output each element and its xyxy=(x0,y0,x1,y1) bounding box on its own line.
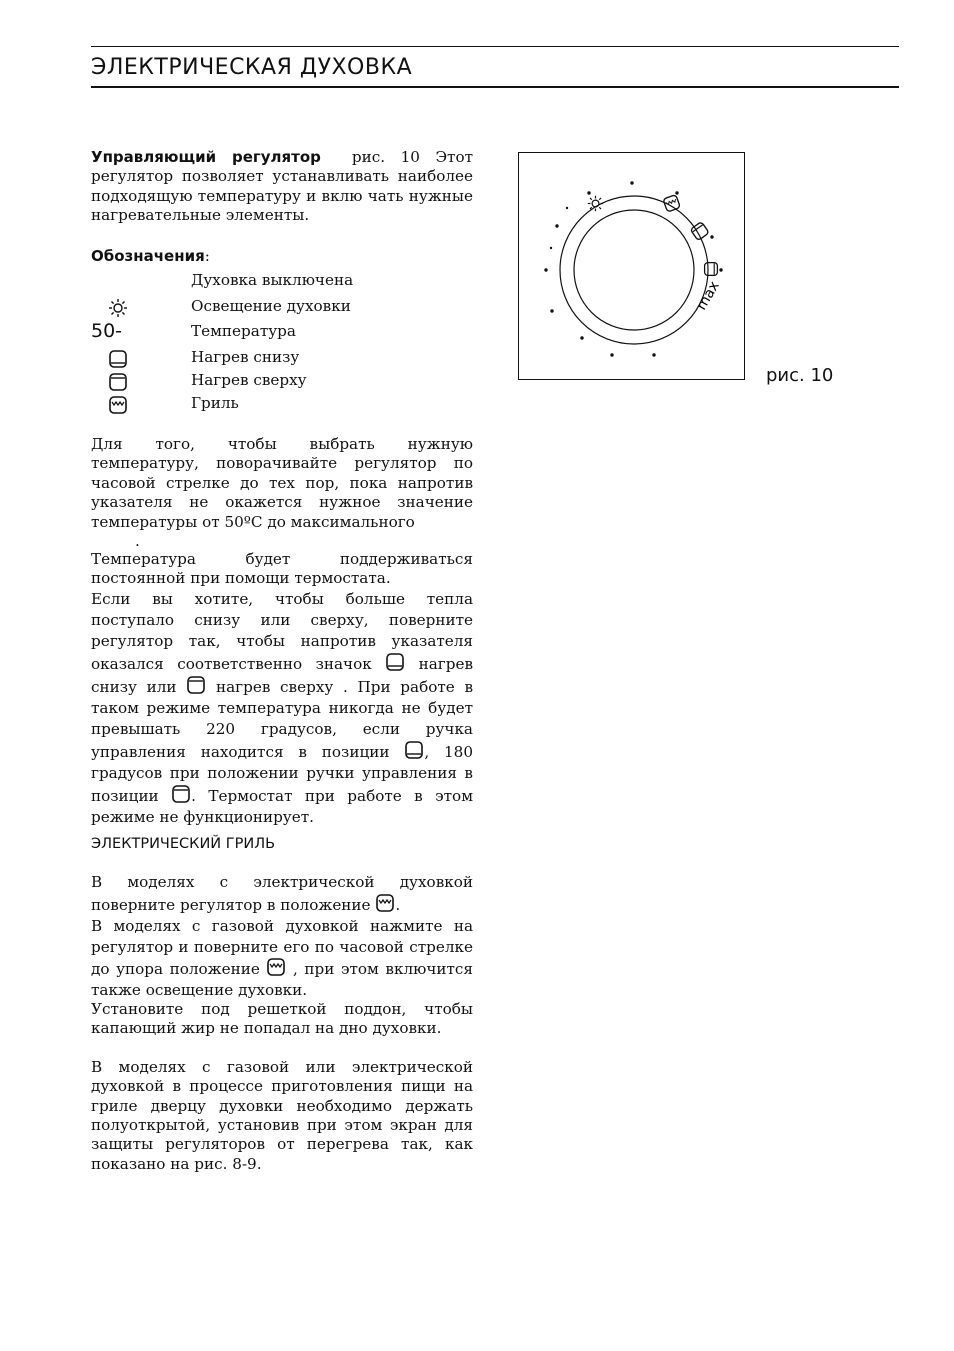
legend-heading: Обозначения xyxy=(91,247,205,265)
dial-outer-ring xyxy=(560,196,708,344)
bottom-heat-icon xyxy=(404,740,424,760)
legend-label-off: Духовка выключена xyxy=(191,271,354,289)
bottom-heat-icon xyxy=(91,348,151,370)
grill-p2a: В моделях с газовой духовкой нажмите на регулятор и поверните его по часовой стрелке до упора положение xyxy=(91,917,473,978)
grill-paragraph-4: В моделях с газовой или электрической духовкой в процессе приготовления пищи на гриле дверцу духовки необходимо держать полуоткрытой, установив при этом экран для защиты регуляторов от перегрева так, как показано на рис. 8-9. xyxy=(91,1057,473,1173)
grill-p2b: , при этом включится также освещение духовки. xyxy=(91,960,473,999)
legend-label-bottom-heat: Нагрев снизу xyxy=(191,348,300,366)
grill-section xyxy=(91,872,473,1174)
legend-label-temperature: Температура xyxy=(191,322,296,340)
grill-paragraph-3: Установите под решеткой поддон, чтобы капающий жир не попадал на дно духовки. xyxy=(91,1000,473,1038)
body-p1-dot: . xyxy=(135,532,140,551)
grill-paragraph-2 xyxy=(91,916,473,1000)
temperature-symbol: 50- xyxy=(91,320,123,342)
legend-label-grill: Гриль xyxy=(191,394,239,412)
top-heat-icon xyxy=(171,784,191,804)
body-paragraph-3 xyxy=(91,589,473,828)
legend-item-top-heat xyxy=(91,371,491,393)
figure-caption: рис. 10 xyxy=(766,365,834,386)
grill-icon xyxy=(266,957,286,977)
top-heat-icon xyxy=(186,675,206,695)
top-rule xyxy=(91,46,899,47)
body-section xyxy=(91,435,473,828)
grill-icon xyxy=(91,394,151,416)
control-section xyxy=(91,148,473,226)
dial-figure xyxy=(518,152,745,380)
grill-heading: ЭЛЕКТРИЧЕСКИЙ ГРИЛЬ xyxy=(91,836,276,852)
control-figref: рис. 10 xyxy=(351,148,420,166)
dial-inner-knob xyxy=(574,210,694,330)
body-p3d: , 180 градусов при положении ручки управления в позиции xyxy=(91,742,474,805)
legend-heading-colon: : xyxy=(204,247,210,265)
body-p3b: нагрев снизу или xyxy=(91,654,474,696)
dial-max-label: max xyxy=(693,278,723,313)
dial-light-icon xyxy=(588,196,603,211)
dial-bottom-heat-icon xyxy=(705,263,718,276)
grill-icon xyxy=(375,893,395,913)
grill-heading-line xyxy=(91,834,473,854)
top-heat-icon xyxy=(91,371,151,393)
legend-label-top-heat: Нагрев сверху xyxy=(191,371,307,389)
legend-heading-line xyxy=(91,247,473,266)
grill-p1a: В моделях с электрической духовкой поверните регулятор в положение xyxy=(91,873,473,914)
legend-item-off xyxy=(91,271,491,293)
bottom-heat-icon xyxy=(385,652,405,672)
control-intro-text: Этот регулятор позволяет устанавливать наиболее подходящую температуру и вклю чать нужные нагревательные элементы. xyxy=(91,148,474,225)
body-p3e: . Термостат при работе в этом режиме не функционирует. xyxy=(91,786,474,826)
legend-item-grill xyxy=(91,394,491,416)
dial-drawing xyxy=(519,153,743,378)
body-p1-text: Для того, чтобы выбрать нужную температуру, поворачивайте регулятор по часовой стрелке до тех пор, пока напротив указателя не окажется нужное значение температуры от 50ºС до максимального xyxy=(91,435,473,531)
control-intro xyxy=(91,148,473,226)
grill-p1b: . xyxy=(395,896,401,914)
title-underline xyxy=(91,86,899,88)
light-icon xyxy=(91,297,151,319)
body-paragraph-2: Температура будет поддерживаться постоянной при помощи термостата. xyxy=(91,550,473,588)
body-p3a: Если вы хотите, чтобы больше тепла поступало снизу или сверху, поверните регулятор так, чтобы напротив указателя оказался соответственно значок xyxy=(91,589,473,673)
control-heading: Управляющий регулятор xyxy=(91,148,321,166)
body-p3c: нагрев сверху . При работе в таком режиме температура никогда не будет превышать 220 градусов, если ручка управления находится в позиции xyxy=(91,677,474,761)
legend-item-bottom-heat xyxy=(91,348,491,370)
page-title: ЭЛЕКТРИЧЕСКАЯ ДУХОВКА xyxy=(91,55,413,80)
legend-label-light: Освещение духовки xyxy=(191,297,351,315)
legend-item-temperature xyxy=(91,322,491,344)
legend-item-light xyxy=(91,297,491,319)
body-paragraph-1 xyxy=(91,435,473,532)
grill-paragraph-1 xyxy=(91,872,473,916)
